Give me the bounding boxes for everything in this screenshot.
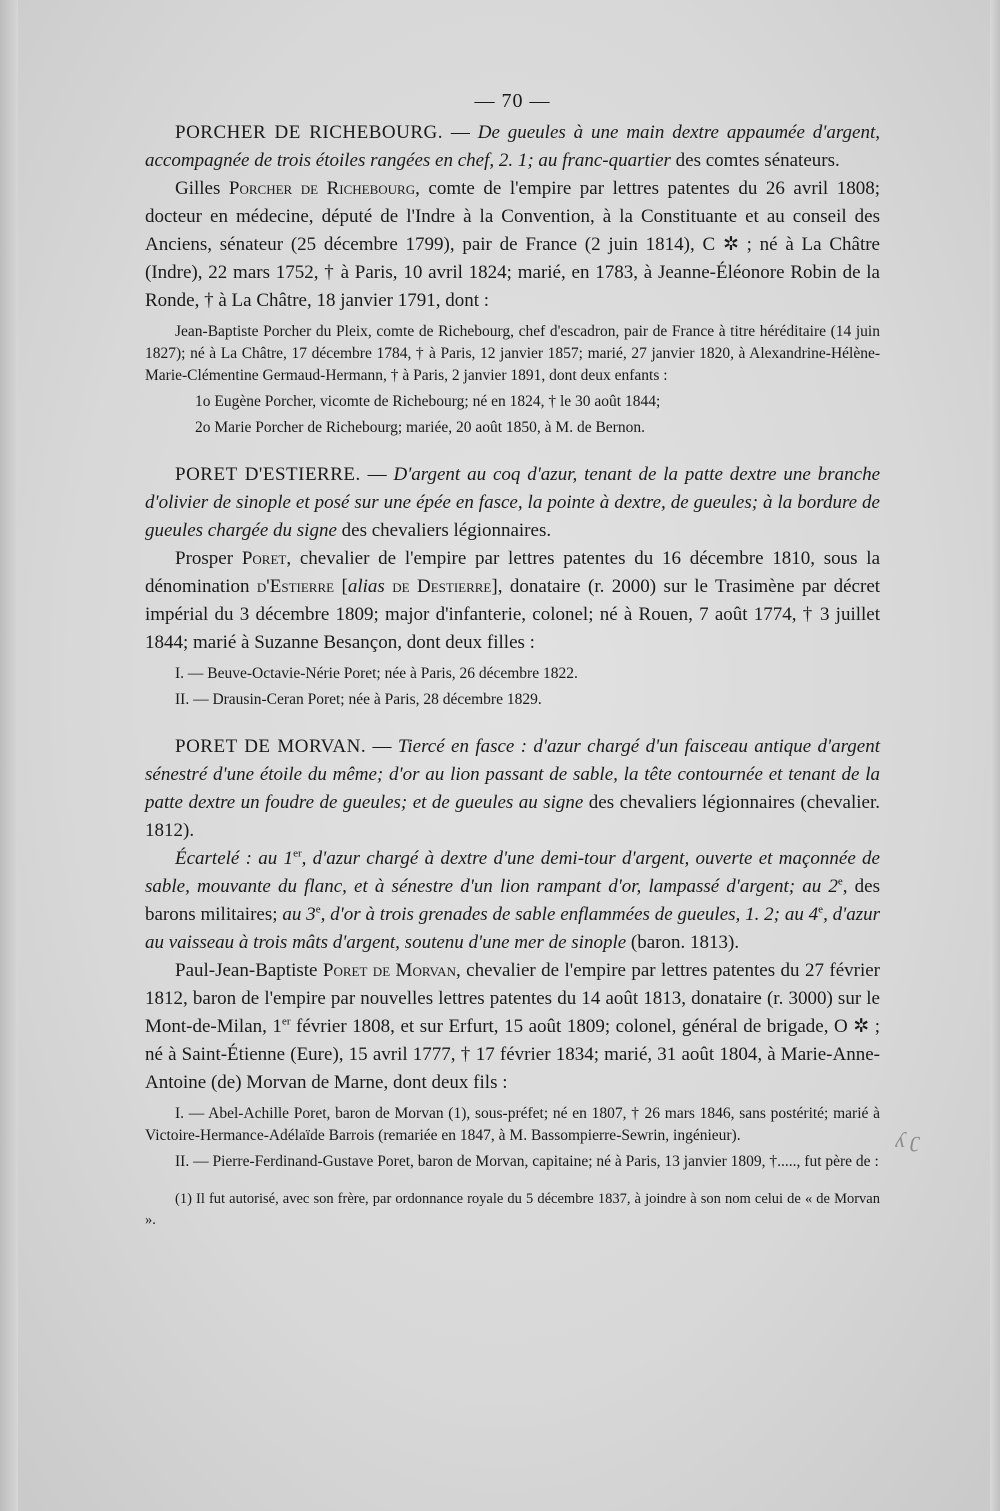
morvan-surname: Poret de Morvan [322, 960, 456, 981]
footnote: (1) Il fut autorisé, avec son frère, par ordonnance royale du 5 décembre 1837, à joindre à son nom celui de « de Morvan ». [145, 1191, 880, 1228]
porcher-arms: PORCHER DE RICHEBOURG. — De gueules à une main dextre appaumée d'argent, accompagnée de trois étoiles rangées en chef, 2. 1; au franc-quartier des comtes sénateurs. [145, 122, 880, 171]
morvan-sup-er-1: er [293, 847, 302, 860]
page-edge-right [990, 0, 1000, 1511]
estierre-arms-tail: des chevaliers légionnaires. [341, 520, 552, 541]
morvan-sup-e-3: e [818, 903, 824, 916]
morvan-ecartele [145, 845, 880, 957]
estierre-arms: PORET D'ESTIERRE. — D'argent au coq d'azur, tenant de la patte dextre une branche d'olivier de sinople et posé sur une épée en fasce, la pointe à dextre, de gueules; à la bordure de gueules chargée du signe des chevaliers légionnaires. [145, 464, 880, 541]
porcher-grandchild-1: 1o Eugène Porcher, vicomte de Richebourg; né en 1824, † le 30 août 1844; [195, 393, 661, 410]
estierre-arms-text: D'argent au coq d'azur, tenant de la patte dextre une branche d'olivier de sinople et posé sur une épée en fasce, la pointe à dextre, de gueules; à la bordure de gueules chargée du signe [145, 464, 880, 541]
morvan-son-1: I. — Abel-Achille Poret, baron de Morvan (1), sous-préfet; né en 1807, † 26 mars 1846, sans postérité; marié à Victoire-Hermance-Adélaïde Barrois (remariée en 1847, à M. Bassompierre-Sewrin, ingénieur). [145, 1105, 880, 1144]
morvan-ecartele-6: , d'azur au vaisseau à trois mâts d'argent, soutenu d'une mer de sinople [145, 904, 880, 953]
margin-pencil-mark: ʎ ʗ [895, 1127, 920, 1152]
porcher-grandchild-2: 2o Marie Porcher de Richebourg; mariée, 20 août 1850, à M. de Bernon. [195, 419, 645, 436]
estierre-title: PORET D'ESTIERRE. [175, 464, 361, 485]
estierre-daughter-1: I. — Beuve-Octavie-Nérie Poret; née à Paris, 26 décembre 1822. [175, 665, 578, 682]
estierre-bio-text-1: , chevalier de l'empire par lettres patentes du 16 décembre 1810, sous la dénomination [145, 548, 881, 597]
porcher-child: Jean-Baptiste Porcher du Pleix, comte de Richebourg, chef d'escadron, pair de France à titre héréditaire (14 juin 1827); né à La Châtre, 17 décembre 1784, † à Paris, 12 janvier 1857; marié, 27 janvier 1820, à Alexandrine-Hélène-Marie-Clémentine Germaud-Hermann, † à Paris, 2 janvier 1891, dont deux enfants : [145, 323, 880, 384]
porcher-title: PORCHER DE RICHEBOURG. [175, 122, 443, 143]
estierre-bio-text-2: , donataire (r. 2000) sur le Trasimène par décret impérial du 3 décembre 1809; major d'infanterie, colonel; né à Rouen, 7 août 1774, † 3 juillet 1844; marié à Suzanne Besançon, dont deux filles : [145, 576, 881, 653]
morvan-firstname: Paul-Jean-Baptiste [175, 960, 318, 981]
morvan-ecartele-4: au 3 [282, 904, 316, 925]
morvan-ecartele-tail: (baron. 1813). [630, 932, 740, 953]
estierre-daughter-2: II. — Drausin-Ceran Poret; née à Paris, 28 décembre 1829. [175, 691, 542, 708]
morvan-bio-text-1: , chevalier de l'empire par lettres patentes du 27 février 1812, baron de l'empire par nouvelles lettres patentes du 14 août 1813, donataire (r. 3000) sur le Mont-de-Milan, 1 [145, 960, 880, 1037]
morvan-ecartele-2: , d'azur chargé à dextre d'une demi-tour d'argent, ouverte et maçonnée de sable, mouvante du flanc, et à sénestre d'un lion rampant d'or, lampassé d'argent; au 2 [145, 848, 880, 897]
morvan-ecartele-3: , des barons militaires; [145, 876, 881, 925]
estierre-alias-name: de Destierre [392, 576, 492, 597]
morvan-bio [145, 957, 880, 1097]
porcher-arms-tail: des comtes sénateurs. [675, 150, 840, 171]
estierre-alias: alias [347, 576, 385, 597]
morvan-arms-tail: des chevaliers légionnaires (chevalier. 1812). [145, 792, 881, 841]
porcher-arms-text: De gueules à une main dextre appaumée d'argent, accompagnée de trois étoiles rangées en chef, 2. 1; au franc-quartier [145, 122, 880, 171]
morvan-ecartele-5: , d'or à trois grenades de sable enflammées de gueules, 1. 2; au 4 [320, 904, 819, 925]
page-content [145, 90, 880, 1231]
morvan-son-2: II. — Pierre-Ferdinand-Gustave Poret, baron de Morvan, capitaine; né à Paris, 13 janvier 1809, †....., fut père de : [175, 1153, 879, 1170]
morvan-ecartele-1: Écartelé : au 1 [175, 848, 294, 869]
porcher-bio [145, 175, 880, 315]
morvan-sup-er-2: er [281, 1015, 291, 1028]
morvan-title: PORET DE MORVAN. [175, 736, 367, 757]
estierre-firstname: Prosper [175, 548, 234, 569]
page-edge-left [0, 0, 18, 1511]
morvan-sup-e-2: e [315, 903, 321, 916]
porcher-firstname: Gilles [175, 178, 221, 199]
porcher-surname: Porcher de Richebourg [228, 178, 416, 199]
porcher-bio-text: , comte de l'empire par lettres patentes du 26 avril 1808; docteur en médecine, député de l'Indre à la Convention, à la Constituante et au conseil des Anciens, sénateur (25 décembre 1799), pair de France (2 juin 1814), C ✲ ; né à La Châtre (Indre), 22 mars 1752, † à Paris, 10 avril 1824; marié, en 1783, à Jeanne-Éléonore Robin de la Ronde, † à La Châtre, 18 janvier 1791, dont : [145, 178, 881, 311]
morvan-sup-e-1: e [837, 875, 843, 888]
estierre-surname: Poret [241, 548, 287, 569]
estierre-denomination: d'Estierre [256, 576, 335, 597]
morvan-bio-text-2: février 1808, et sur Erfurt, 15 août 1809; colonel, général de brigade, O ✲ ; né à Saint-Étienne (Eure), 15 avril 1777, † 17 février 1834; marié, 31 août 1804, à Marie-Anne-Antoine (de) Morvan de Marne, dont deux fils : [145, 1016, 880, 1093]
estierre-bio: Prosper Poret, chevalier de l'empire par lettres patentes du 16 décembre 1810, sous la dénomination d'Estierre [alias de Destierre], donataire (r. 2000) sur le Trasimène par décret impérial du 3 décembre 1809; major d'infanterie, colonel; né à Rouen, 7 août 1774, † 3 juillet 1844; marié à Suzanne Besançon, dont deux filles : [145, 548, 881, 653]
morvan-arms-text: Tiercé en fasce : d'azur chargé d'un faisceau antique d'argent sénestré d'une étoile du même; d'or au lion passant de sable, la tête contournée et tenant de la patte dextre un foudre de gueules; et de gueules au signe [145, 736, 881, 813]
page-number: — 70 — [474, 90, 551, 112]
morvan-arms: PORET DE MORVAN. — Tiercé en fasce : d'azur chargé d'un faisceau antique d'argent sénestré d'une étoile du même; d'or au lion passant de sable, la tête contournée et tenant de la patte dextre un foudre de gueules; et de gueules au signe des chevaliers légionnaires (chevalier. 1812). [145, 736, 881, 841]
